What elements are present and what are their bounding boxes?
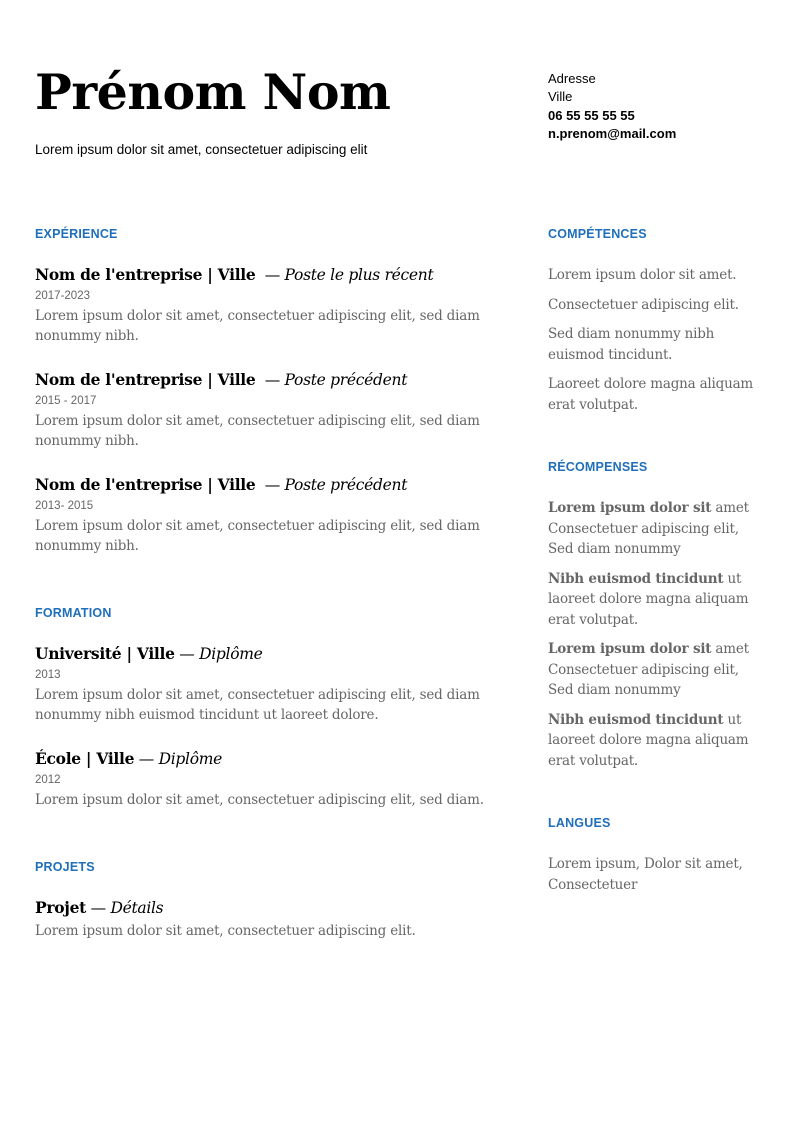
entry-date: 2017-2023 xyxy=(35,290,90,302)
entry-date: 2013 xyxy=(35,669,61,681)
award-item xyxy=(548,710,766,772)
award-item xyxy=(548,569,766,631)
entry-description: Lorem ipsum dolor sit amet, consectetuer adipiscing elit, sed diam nonummy nibh. xyxy=(35,518,480,554)
skill-item: Consectetuer adipiscing elit. xyxy=(548,296,739,313)
entry-description: Lorem ipsum dolor sit amet, consectetuer adipiscing elit. xyxy=(35,923,416,939)
award-item xyxy=(548,498,766,560)
entry-org: Nom de l'entreprise | Ville xyxy=(35,475,256,494)
main-column xyxy=(35,227,495,965)
skills-section xyxy=(548,227,766,415)
entry-description: Lorem ipsum dolor sit amet, consectetuer adipiscing elit, sed diam nonummy nibh euismod tincidunt ut laoreet dolore. xyxy=(35,687,480,723)
contact-phone: 06 55 55 55 55 xyxy=(548,107,635,123)
languages-heading: LANGUES xyxy=(548,816,611,830)
education-heading: FORMATION xyxy=(35,606,112,620)
project-entry xyxy=(35,898,495,941)
entry-date: 2015 - 2017 xyxy=(35,395,97,407)
entry-title: Nom de l'entreprise | Ville — Poste le plus récent xyxy=(35,265,434,284)
languages-section xyxy=(548,816,766,895)
entry-description: Lorem ipsum dolor sit amet, consectetuer adipiscing elit, sed diam nonummy nibh. xyxy=(35,308,480,344)
entry-title: Nom de l'entreprise | Ville — Poste précédent xyxy=(35,475,408,494)
experience-entry xyxy=(35,475,495,556)
full-name: Prénom Nom xyxy=(35,63,391,121)
tagline: Lorem ipsum dolor sit amet, consectetuer adipiscing elit xyxy=(35,142,368,157)
award-rest: amet Consectetuer adipiscing elit, Sed diam nonummy xyxy=(548,500,749,557)
entry-role: Poste le plus récent xyxy=(284,266,434,284)
experience-entry xyxy=(35,370,495,451)
experience-heading: EXPÉRIENCE xyxy=(35,227,118,241)
award-strong: Lorem ipsum dolor sit xyxy=(548,500,712,516)
entry-description: Lorem ipsum dolor sit amet, consectetuer adipiscing elit, sed diam. xyxy=(35,792,484,808)
contact-email: n.prenom@mail.com xyxy=(548,125,677,141)
entry-role: Poste précédent xyxy=(284,371,408,389)
entry-date: 2013- 2015 xyxy=(35,500,94,512)
award-item xyxy=(548,639,766,701)
entry-description: Lorem ipsum dolor sit amet, consectetuer adipiscing elit, sed diam nonummy nibh. xyxy=(35,413,480,449)
education-entry xyxy=(35,644,495,725)
award-rest: ut laoreet dolore magna aliquam erat volutpat. xyxy=(548,711,749,769)
award-strong: Lorem ipsum dolor sit xyxy=(548,641,712,657)
languages-text: Lorem ipsum, Dolor sit amet, Consectetuer xyxy=(548,856,743,893)
entry-org: Université | Ville xyxy=(35,644,175,663)
entry-role: Poste précédent xyxy=(284,476,408,494)
experience-entry xyxy=(35,265,495,346)
award-strong: Nibh euismod tincidunt xyxy=(548,570,724,587)
projects-heading: PROJETS xyxy=(35,860,95,874)
skill-item: Sed diam nonummy nibh euismod tincidunt. xyxy=(548,326,715,363)
entry-org: Nom de l'entreprise | Ville xyxy=(35,370,256,389)
entry-date: 2012 xyxy=(35,774,61,786)
entry-org: École | Ville xyxy=(35,749,135,768)
entry-role: Diplôme xyxy=(158,750,222,768)
awards-heading: RÉCOMPENSES xyxy=(548,460,648,474)
award-rest: ut laoreet dolore magna aliquam erat volutpat. xyxy=(548,570,749,628)
entry-title: École | Ville — Diplôme xyxy=(35,749,222,768)
contact-block xyxy=(548,70,676,143)
side-column xyxy=(548,227,766,904)
award-rest: amet Consectetuer adipiscing elit, Sed diam nonummy xyxy=(548,641,749,698)
projects-section xyxy=(35,860,495,941)
entry-role: Détails xyxy=(110,899,164,917)
contact-address: Adresse xyxy=(548,71,596,86)
entry-role: Diplôme xyxy=(199,645,263,663)
education-section xyxy=(35,606,495,810)
skills-heading: COMPÉTENCES xyxy=(548,227,647,241)
award-strong: Nibh euismod tincidunt xyxy=(548,711,724,728)
entry-title: Projet — Détails xyxy=(35,898,164,917)
experience-section xyxy=(35,227,495,556)
education-entry xyxy=(35,749,495,810)
skill-item: Laoreet dolore magna aliquam erat volutpat. xyxy=(548,376,754,413)
skill-item: Lorem ipsum dolor sit amet. xyxy=(548,267,737,283)
awards-section xyxy=(548,460,766,771)
entry-org: Projet xyxy=(35,898,86,917)
entry-org: Nom de l'entreprise | Ville xyxy=(35,265,256,284)
entry-title: Université | Ville — Diplôme xyxy=(35,644,263,663)
contact-city: Ville xyxy=(548,89,573,105)
entry-title: Nom de l'entreprise | Ville — Poste précédent xyxy=(35,370,408,389)
